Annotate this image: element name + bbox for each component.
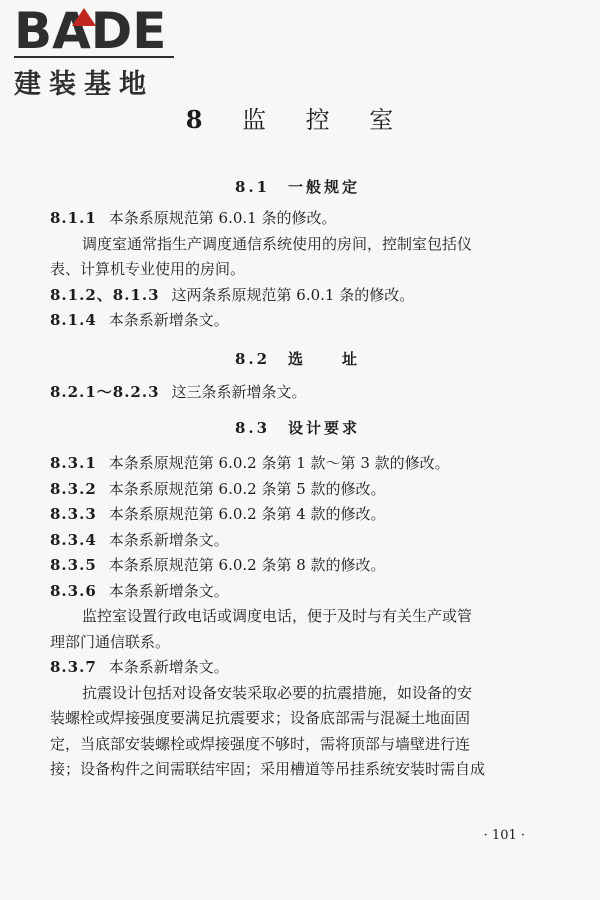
logo-subtitle: 建装基地 xyxy=(14,69,154,100)
page-content xyxy=(50,100,545,783)
clause-number: 8.1.4 xyxy=(50,311,97,329)
clause-8-3-1 xyxy=(50,451,545,477)
clause-number: 8.3.2 xyxy=(50,479,97,498)
paragraph-line: 监控室设置行政电话或调度电话，便于及时与有关生产或管 xyxy=(82,607,473,625)
clause-number: 8.3.7 xyxy=(50,658,97,676)
clause-8-3-3 xyxy=(50,502,545,528)
clause-text: 本条系新增条文。 xyxy=(108,581,229,600)
chapter-name: 监 控 室 xyxy=(242,106,410,134)
clause-8-3-6 xyxy=(50,579,545,605)
clause-number: 8.1.1 xyxy=(50,209,97,227)
chapter-title xyxy=(50,100,545,140)
clause-text: 这三条系新增条文。 xyxy=(171,382,307,401)
clause-text: 本条系原规范第 6.0.2 条第 5 款的修改。 xyxy=(108,479,386,498)
section-title-8-1: 8.1 一般规定 xyxy=(234,178,361,196)
logo-triangle-icon xyxy=(72,8,96,26)
clause-8-1-1 xyxy=(50,206,545,232)
logo-wordmark xyxy=(14,2,184,60)
paragraph-line: 表、计算机专业使用的房间。 xyxy=(50,260,246,278)
section-title-8-2: 8.2 选 址 xyxy=(234,349,361,368)
logo-word-text: BADE xyxy=(14,2,167,60)
chapter-number: 8 xyxy=(185,105,219,134)
clause-text: 本条系原规范第 6.0.2 条第 4 款的修改。 xyxy=(108,505,386,523)
clause-number: 8.3.5 xyxy=(50,556,97,574)
section-title-8-3: 8.3 设计要求 xyxy=(234,419,361,437)
clause-8-1-2 xyxy=(50,283,545,309)
clause-text: 本条系原规范第 6.0.2 条第 8 款的修改。 xyxy=(108,556,386,574)
paragraph-line: 调度室通常指生产调度通信系统使用的房间，控制室包括仪 xyxy=(82,234,473,253)
clause-text: 本条系新增条文。 xyxy=(108,311,229,329)
clause-8-1-4 xyxy=(50,308,545,334)
paragraph-line: 装螺栓或焊接强度要满足抗震要求；设备底部需与混凝土地面固 xyxy=(50,709,471,727)
clause-text: 本条系新增条文。 xyxy=(108,658,229,676)
paragraph-line: 接；设备构件之间需联结牢固；采用槽道等吊挂系统安装时需自成 xyxy=(50,760,486,778)
clause-number: 8.3.3 xyxy=(50,505,97,523)
clause-number: 8.1.2、8.1.3 xyxy=(50,285,160,304)
clause-8-3-7 xyxy=(50,655,545,681)
clause-8-3-5 xyxy=(50,553,545,579)
clause-number: 8.3.6 xyxy=(50,581,97,600)
clause-text: 这两条系原规范第 6.0.1 条的修改。 xyxy=(171,285,415,304)
paragraph-line: 抗震设计包括对设备安装采取必要的抗震措施，如设备的安 xyxy=(82,683,473,702)
clause-number: 8.3.1 xyxy=(50,454,97,472)
clause-text: 本条系新增条文。 xyxy=(108,530,229,549)
page-number: · 101 · xyxy=(483,828,525,843)
paragraph-line: 理部门通信联系。 xyxy=(50,632,171,651)
clause-text: 本条系原规范第 6.0.1 条的修改。 xyxy=(108,209,337,227)
clause-text: 本条系原规范第 6.0.2 条第 1 款～第 3 款的修改。 xyxy=(108,454,450,472)
logo xyxy=(14,2,184,100)
paragraph-line: 定，当底部安装螺栓或焊接强度不够时，需将顶部与墙壁进行连 xyxy=(50,734,471,753)
clause-8-3-2 xyxy=(50,477,545,503)
clause-8-2-1 xyxy=(50,380,545,406)
clause-number: 8.2.1～8.2.3 xyxy=(50,382,160,401)
clause-number: 8.3.4 xyxy=(50,530,97,549)
clause-8-3-4 xyxy=(50,528,545,554)
